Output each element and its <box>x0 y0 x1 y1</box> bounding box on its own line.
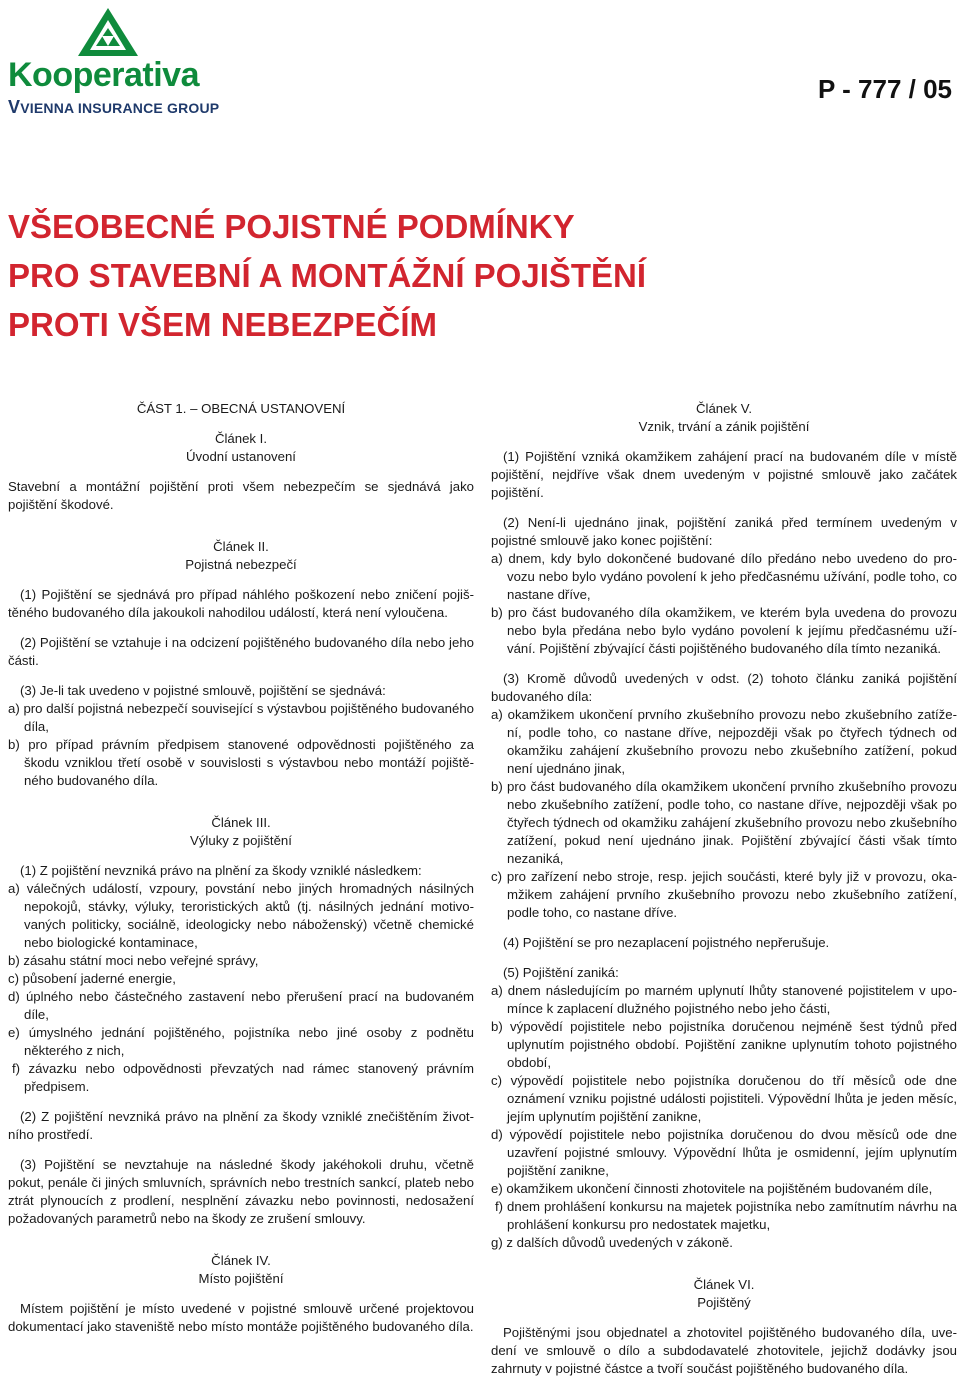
article-2-subtitle: Pojistná nebezpečí <box>185 557 297 572</box>
article-5-p5-item-d: d) výpovědí pojistitele nebo pojistníka doručenou do dvou měsíců ode dne uzavření pojistné smlouvy. Výpovědní lhůta je osmidenní, jejím uplynutím pojištění zanikne, <box>491 1127 957 1178</box>
article-2-item-b: b) pro případ právním předpisem stanovené odpovědnosti pojištěného za škodu vzniklou třetí osobě v souvislosti s výstavbou nebo montáží pojištěného budovaného díla. <box>8 737 474 788</box>
article-3-title: Článek III. <box>211 815 271 830</box>
article-1-title: Článek I. <box>214 431 268 446</box>
article-5-p5-item-e: e) okamžikem ukončení činnosti zhotovitele na pojištěném budovaném díle, <box>491 1181 933 1196</box>
title-line-2: PRO STAVEBNÍ A MONTÁŽNÍ POJIŠTĚNÍ <box>8 257 647 294</box>
article-4-title: Článek IV. <box>211 1253 271 1268</box>
article-3-paragraph-1: (1) Z pojištění nevzniká právo na plnění za škody vzniklé následkem: <box>20 863 422 878</box>
article-5-p2-item-b: b) pro část budovaného díla okamžikem, ve kterém byla uvedena do provozu nebo byla předána nebo bylo vydáno povolení k jejímu předčasnému užívání. Pojištění zbývající části pojištěného budovaného díla tímto nezaniká. <box>491 605 957 656</box>
article-3-item-e: e) úmyslného jednání pojištěného, pojistníka nebo jiné osoby z podnětu některého z nich, <box>8 1025 474 1058</box>
article-5-paragraph-3: (3) Kromě důvodů uvedených v odst. (2) tohoto článku zaniká pojištění budovaného díla: <box>491 671 957 704</box>
article-1-paragraph: Stavební a montážní pojištění proti všem nebezpečím se sjednává jako pojištění škodové. <box>8 479 474 512</box>
kooperativa-logo <box>8 6 220 118</box>
article-3-item-b: b) zásahu státní moci nebo veřejné správy, <box>8 953 259 968</box>
article-5-p5-item-f: f) dnem prohlášení konkursu na majetek pojistníka nebo zamítnutím návrhu na prohlášení konkursu pro nedostatek majetku, <box>495 1199 957 1232</box>
group-name: VIENNA INSURANCE GROUP <box>20 100 220 116</box>
article-5-p5-item-g: g) z dalších důvodů uvedených v zákoně. <box>491 1235 733 1250</box>
article-5-title: Článek V. <box>696 401 752 416</box>
document-title <box>8 202 908 349</box>
article-6-title: Článek VI. <box>693 1277 755 1292</box>
article-6-paragraph: Pojištěnými jsou objednatel a zhotovitel pojištěného budovaného díla, uvedení ve smlouvě o dílo a subdodavatelé zhotovitele, jejichž dodávky jsou zahrnuty v pojistné částce a tvoří součást pojištěného budovaného díla. <box>491 1325 957 1376</box>
article-3-item-f: f) závazku nebo odpovědnosti převzatých nad rámec stanovený právním předpisem. <box>12 1061 474 1094</box>
article-3-item-c: c) působení jaderné energie, <box>8 971 176 986</box>
article-5-p3-item-a: a) okamžikem ukončení prvního zkušebního provozu nebo zkušebního zatížení, podle toho, co nastane dříve, nejpozději však po čtyřech týdnech od okamžiku zahájení zkušebního provozu nebo zkušebního zatížení, pokud není ujednáno jinak, <box>491 707 957 776</box>
kooperativa-triangle-logo-icon <box>76 6 140 58</box>
title-line-3: PROTI VŠEM NEBEZPEČÍM <box>8 306 438 343</box>
left-column <box>8 400 474 1336</box>
group-initial-v: V <box>8 97 21 117</box>
article-3-subtitle: Výluky z pojištění <box>190 833 292 848</box>
article-3-item-a: a) válečných událostí, vzpoury, povstání nebo jiných hromadných násilných nepokojů, stávky, výluky, teroristických aktů (tj. násilných jednání motivovaných politicky, sociálně, ideologicky nebo náboženský) včetně chemické nebo biologické kontaminace, <box>8 881 474 950</box>
article-5-p5-item-a: a) dnem následujícím po marném uplynutí lhůty stanovené pojistitelem v upomínce k zaplacení dlužného pojistného nebo jeho části, <box>491 983 957 1016</box>
article-3-paragraph-2: (2) Z pojištění nevzniká právo na plnění za škody vzniklé znečištěním životního prostředí. <box>8 1109 474 1142</box>
article-1-subtitle: Úvodní ustanovení <box>186 449 296 464</box>
article-4-subtitle: Místo pojištění <box>198 1271 284 1286</box>
article-2-item-a: a) pro další pojistná nebezpečí související s výstavbou pojištěného budovaného díla, <box>8 701 474 734</box>
article-2-paragraph-1: (1) Pojištění se sjednává pro případ náhlého poškození nebo zničení pojištěného budovaného díla jakoukoli nahodilou událostí, která není vyloučena. <box>8 587 474 620</box>
article-5-p3-item-c: c) pro zařízení nebo stroje, resp. jejich součásti, které byly již v provozu, okamžikem zahájení prvního zkušebního provozu nebo zkušebního zatížení, podle toho, co nastane dříve. <box>491 869 957 920</box>
article-2-paragraph-3: (3) Je-li tak uvedeno v pojistné smlouvě, pojištění se sjednává: <box>20 683 386 698</box>
article-5-p5-item-c: c) výpovědí pojistitele nebo pojistníka doručenou do tří měsíců ode dne oznámení vzniku pojistné události pojistiteli. Výpovědní lhůta je jeden měsíc, jejím uplynutím pojištění zanikne, <box>491 1073 957 1124</box>
article-3-paragraph-3: (3) Pojištění se nevztahuje na následné škody jakéhokoli druhu, včetně pokut, penále či jiných smluvních, správních nebo trestních sankcí, plateb nebo ztrát plynoucích z prodlení, nesplnění závazku nebo povinnosti, nedosažení požadovaných parametrů nebo na škody ze zrušení smlouvy. <box>8 1157 474 1226</box>
article-5-p3-item-b: b) pro část budovaného díla okamžikem ukončení prvního zkušebního provozu nebo zkušebního zatížení, podle toho, co nastane dříve, nejpozději však po čtyřech týdnech od okamžiku zahájení zkušebního provozu nebo zkušebního zatížení, pokud není ujednáno jinak. Pojištění zbývající části však tímto nezaniká, <box>491 779 957 866</box>
article-3-item-d: d) úplného nebo částečného zastavení nebo přerušení prací na budovaném díle, <box>8 989 474 1022</box>
article-5-paragraph-5: (5) Pojištění zaniká: <box>503 965 619 980</box>
article-5-subtitle: Vznik, trvání a zánik pojištění <box>638 419 810 434</box>
part-heading: ČÁST 1. – OBECNÁ USTANOVENÍ <box>136 401 346 416</box>
article-2-paragraph-2: (2) Pojištění se vztahuje i na odcizení pojištěného budovaného díla nebo jeho části. <box>8 635 474 668</box>
article-2-title: Článek II. <box>213 539 269 554</box>
article-5-paragraph-2: (2) Není-li ujednáno jinak, pojištění zaniká před termínem uvedeným v pojistné smlouvě jako konec pojištění: <box>491 515 957 548</box>
brand-group <box>8 98 218 117</box>
article-5-paragraph-1: (1) Pojištění vzniká okamžikem zahájení prací na budovaném díle v místě pojištění, nejdříve však dnem uvedeným v pojistné smlouvě jako začátek pojištění. <box>491 449 957 500</box>
article-5-p5-item-b: b) výpovědí pojistitele nebo pojistníka doručenou nejméně šest týdnů před uplynutím pojistného období. Pojištění zanikne uplynutím tohoto pojistného období, <box>491 1019 957 1070</box>
article-4-paragraph: Místem pojištění je místo uvedené v pojistné smlouvě určené projektovou dokumentací jako staveniště nebo místo montáže pojištěného budovaného díla. <box>8 1301 474 1334</box>
document-number: P - 777 / 05 <box>818 74 952 104</box>
article-5-p2-item-a: a) dnem, kdy bylo dokončené budované dílo předáno nebo uvedeno do provozu nebo bylo vydáno povolení k jeho předčasnému užívání, podle toho, co nastane dříve, <box>491 551 957 602</box>
right-column <box>491 400 957 1378</box>
article-6-subtitle: Pojištěný <box>697 1295 751 1310</box>
title-line-1: VŠEOBECNÉ POJISTNÉ PODMÍNKY <box>8 208 575 245</box>
brand-name: Kooperativa <box>8 56 199 94</box>
article-5-paragraph-4: (4) Pojištění se pro nezaplacení pojistného nepřerušuje. <box>503 935 830 950</box>
